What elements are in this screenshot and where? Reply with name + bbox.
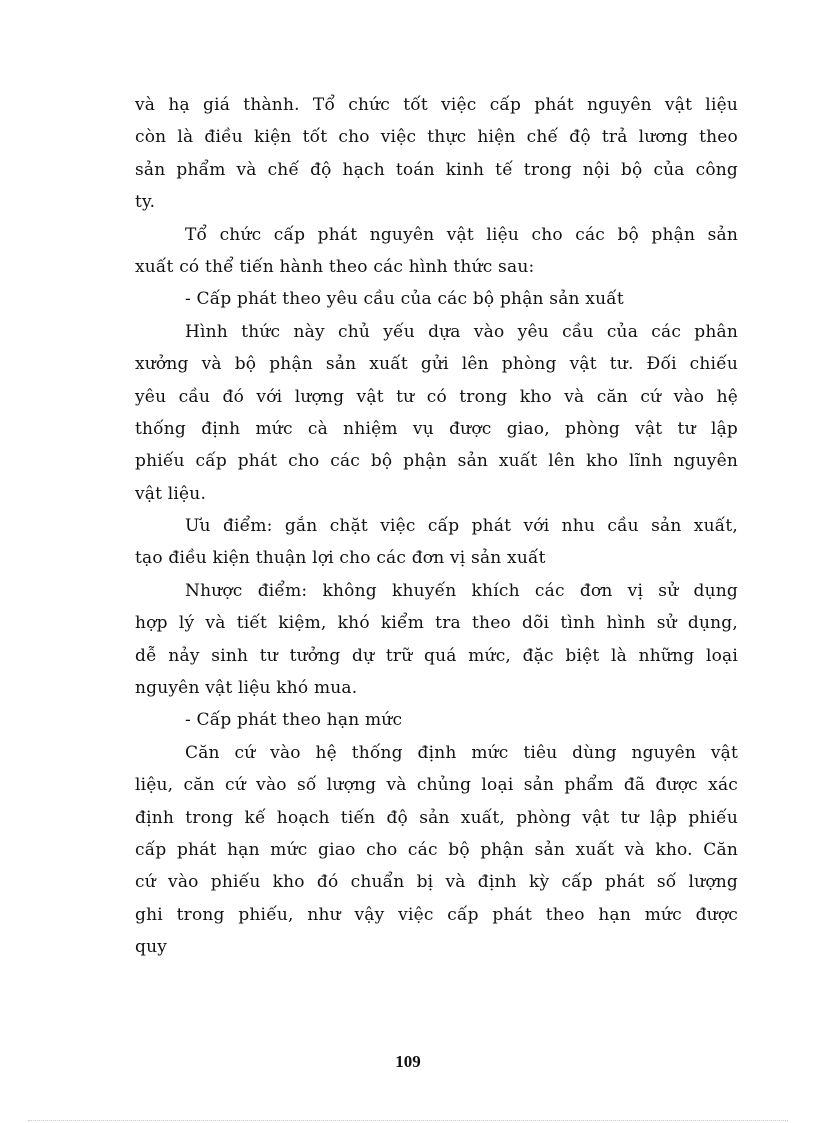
text-line: quy: [135, 937, 168, 958]
text-line: tạo điều kiện thuận lợi cho các đơn vị sản xuất: [135, 548, 546, 569]
section-heading: - Cấp phát theo hạn mức: [185, 710, 403, 731]
text-line: thống định mức cà nhiệm vụ được giao, phòng vật tư lập: [135, 418, 738, 439]
paragraph-first-line: Tổ chức cấp phát nguyên vật liệu cho các bộ phận sản: [185, 224, 738, 245]
text-line: cấp phát hạn mức giao cho các bộ phận sản xuất và kho. Căn: [135, 839, 738, 860]
text-line: ty.: [135, 192, 156, 213]
paragraph-first-line: Căn cứ vào hệ thống định mức tiêu dùng nguyên vật: [185, 742, 738, 763]
text-line: liệu, căn cứ vào số lượng và chủng loại sản phẩm đã được xác: [135, 775, 738, 796]
page-number: 109: [395, 1052, 421, 1071]
paragraph-first-line: Hình thức này chủ yếu dựa vào yêu cầu của các phân: [185, 321, 738, 342]
text-line: yêu cầu đó với lượng vật tư có trong kho và căn cứ vào hệ: [135, 386, 738, 407]
text-line: định trong kế hoạch tiến độ sản xuất, phòng vật tư lập phiếu: [135, 807, 738, 828]
text-line: ghi trong phiếu, như vậy việc cấp phát theo hạn mức được: [135, 904, 738, 925]
text-line: và hạ giá thành. Tổ chức tốt việc cấp phát nguyên vật liệu: [135, 95, 738, 115]
document-body: [135, 89, 738, 964]
text-line: vật liệu.: [135, 483, 207, 504]
text-line: xưởng và bộ phận sản xuất gửi lên phòng vật tư. Đối chiếu: [135, 354, 738, 375]
paragraph-first-line: Nhược điểm: không khuyến khích các đơn vị sử dụng: [185, 580, 738, 601]
text-line: sản phẩm và chế độ hạch toán kinh tế trong nội bộ của công: [135, 159, 738, 180]
text-line: xuất có thể tiến hành theo các hình thức sau:: [135, 256, 535, 277]
section-heading: - Cấp phát theo yêu cầu của các bộ phận sản xuất: [185, 289, 624, 310]
page-bottom-divider: [28, 1120, 788, 1121]
text-line: hợp lý và tiết kiệm, khó kiểm tra theo dõi tình hình sử dụng,: [135, 613, 738, 634]
text-line: còn là điều kiện tốt cho việc thực hiện chế độ trả lương theo: [135, 127, 738, 148]
text-line: cứ vào phiếu kho đó chuẩn bị và định kỳ cấp phát số lượng: [135, 872, 738, 893]
text-line: dễ nảy sinh tư tưởng dự trữ quá mức, đặc biệt là những loại: [135, 645, 738, 666]
paragraph-first-line: Ưu điểm: gắn chặt việc cấp phát với nhu cầu sản xuất,: [185, 516, 738, 537]
text-line: phiếu cấp phát cho các bộ phận sản xuất lên kho lĩnh nguyên: [135, 451, 738, 472]
text-line: nguyên vật liệu khó mua.: [135, 678, 358, 699]
